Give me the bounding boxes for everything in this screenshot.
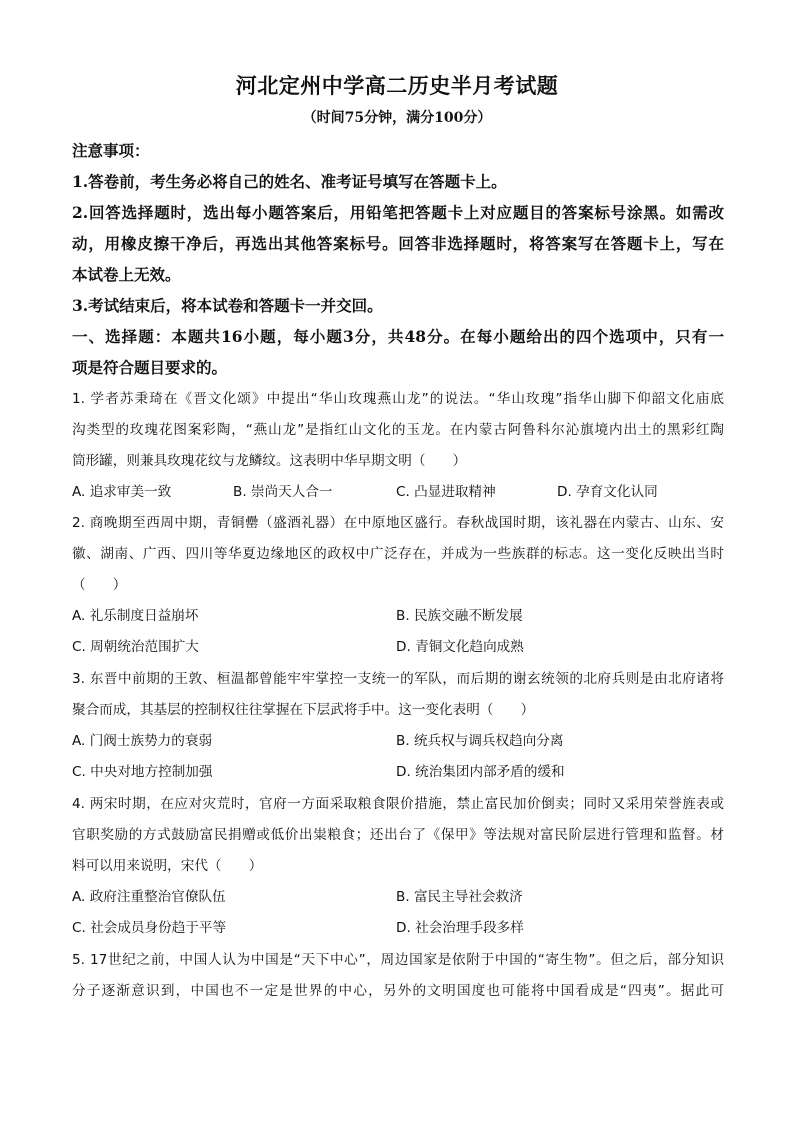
section-1-line-2: 项是符合题目要求的。: [72, 358, 228, 377]
q1-option-a[interactable]: A. 追求审美一致: [72, 484, 172, 500]
q2-option-a[interactable]: A. 礼乐制度日益崩坏: [72, 608, 199, 624]
q3-option-b[interactable]: B. 统兵权与调兵权趋向分离: [396, 733, 564, 749]
q1-line-3: 筒形罐，则兼具玫瑰花纹与龙鳞纹。这表明中华早期文明（ ）: [72, 453, 467, 469]
q4-line-2: 官职奖励的方式鼓励富民捐赠或低价出粜粮食；还出台了《保甲》等法规对富民阶层进行管理和监督。材: [72, 827, 724, 843]
q1-line-2: 沟类型的玫瑰花图案彩陶，“燕山龙”是指红山文化的玉龙。在内蒙古阿鲁科尔沁旗境内出土的黑彩红陶: [72, 422, 724, 438]
q4-option-c[interactable]: C. 社会成员身份趋于平等: [72, 920, 227, 936]
notes-heading: 注意事项：: [72, 141, 150, 160]
note-2-line-1: 2.回答选择题时，选出每小题答案后，用铅笔把答题卡上对应题目的答案标号涂黑。如需改: [72, 203, 724, 222]
note-3: 3.考试结束后，将本试卷和答题卡一并交回。: [72, 296, 383, 315]
q2-option-d[interactable]: D. 青铜文化趋向成熟: [396, 639, 524, 655]
q3-line-1: 3. 东晋中前期的王敦、桓温都曾能牢牢掌控一支统一的军队，而后期的谢玄统领的北府兵则是由北府诸将: [72, 671, 724, 687]
q5-line-2: 分子逐渐意识到，中国也不一定是世界的中心，另外的文明国度也可能将中国看成是“四夷”。据此可: [72, 983, 724, 999]
q4-option-b[interactable]: B. 富民主导社会救济: [396, 889, 523, 905]
q4-option-d[interactable]: D. 社会治理手段多样: [396, 920, 524, 936]
q2-option-b[interactable]: B. 民族交融不断发展: [396, 608, 523, 624]
q1-line-1: 1. 学者苏秉琦在《晋文化颂》中提出“华山玫瑰燕山龙”的说法。“华山玫瑰”指华山脚下仰韶文化庙底: [72, 391, 724, 407]
exam-title: 河北定州中学高二历史半月考试题: [235, 73, 559, 98]
q1-option-d[interactable]: D. 孕育文化认同: [557, 484, 658, 500]
q4-line-1: 4. 两宋时期，在应对灾荒时，官府一方面采取粮食限价措施，禁止富民加价倒卖；同时又采用荣誉旌表或: [72, 796, 724, 812]
section-1-line-1: 一、选择题：本题共16小题，每小题3分，共48分。在每小题给出的四个选项中，只有一: [72, 327, 724, 346]
q3-line-2: 聚合而成，其基层的控制权往往掌握在下层武将手中。这一变化表明（ ）: [72, 702, 535, 718]
q2-option-c[interactable]: C. 周朝统治范围扩大: [72, 639, 199, 655]
note-1: 1.答卷前，考生务必将自己的姓名、准考证号填写在答题卡上。: [72, 172, 507, 191]
q2-line-2: 徽、湖南、广西、四川等华夏边缘地区的政权中广泛存在，并成为一些族群的标志。这一变化反映出当时: [72, 546, 724, 562]
q1-option-b[interactable]: B. 崇尚天人合一: [233, 484, 333, 500]
q1-option-c[interactable]: C. 凸显进取精神: [396, 484, 496, 500]
q2-line-3: （ ）: [72, 577, 127, 593]
q3-option-d[interactable]: D. 统治集团内部矛盾的缓和: [396, 764, 565, 780]
q5-line-1: 5. 17世纪之前，中国人认为中国是“天下中心”，周边国家是依附于中国的“寄生物”。但之后，部分知识: [72, 952, 724, 968]
q3-option-a[interactable]: A. 门阀士族势力的衰弱: [72, 733, 213, 749]
note-2-line-3: 本试卷上无效。: [72, 265, 181, 284]
q4-option-a[interactable]: A. 政府注重整治官僚队伍: [72, 889, 226, 905]
exam-subtitle: （时间75分钟，满分100分）: [302, 110, 492, 126]
q3-option-c[interactable]: C. 中央对地方控制加强: [72, 764, 213, 780]
note-2-line-2: 动，用橡皮擦干净后，再选出其他答案标号。回答非选择题时，将答案写在答题卡上，写在: [72, 234, 724, 253]
q4-line-3: 料可以用来说明，宋代（ ）: [72, 858, 263, 874]
q2-line-1: 2. 商晚期至西周中期，青铜罍（盛酒礼器）在中原地区盛行。春秋战国时期，该礼器在内蒙古、山东、安: [72, 515, 724, 531]
